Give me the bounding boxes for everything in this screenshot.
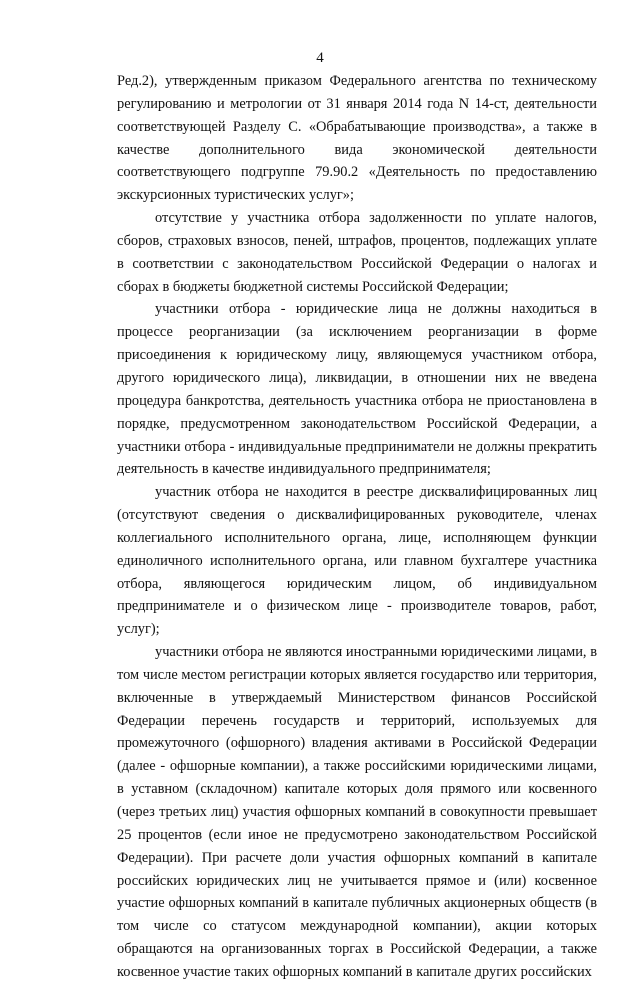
paragraph-1: Ред.2), утвержденным приказом Федерального агентства по техническому регулированию и метрологии от 31 января 2014 года N 14-ст, деятельности соответствующей Разделу С. «Обрабатывающие производства», а также в качестве дополнительного вида экономической деятельности соответствующего подгруппе 79.90.2 «Деятельность по предоставлению экскурсионных туристических услуг»; bbox=[117, 73, 597, 204]
paragraph-4: участник отбора не находится в реестре дисквалифицированных лиц (отсутствуют сведения о дисквалифицированных руководителе, членах коллегиального исполнительного органа, лице, исполняющем функции единоличного исполнительного органа, или главном бухгалтере участника отбора, являющегося юридическим лицом, об индивидуальном предпринимателе и о физическом лице - производителе товаров, работ, услуг); bbox=[117, 484, 597, 638]
document-body bbox=[117, 70, 597, 984]
paragraph-2: отсутствие у участника отбора задолженности по уплате налогов, сборов, страховых взносов, пеней, штрафов, процентов, подлежащих уплате в соответствии с законодательством Российской Федерации о налогах и сборах в бюджеты бюджетной системы Российской Федерации; bbox=[117, 210, 597, 295]
paragraph-3: участники отбора - юридические лица не должны находиться в процессе реорганизации (за исключением реорганизации в форме присоединения к юридическому лицу, являющемуся участником отбора, другого юридического лица), ликвидации, в отношении них не введена процедура банкротства, деятельность участника отбора не приостановлена в порядке, предусмотренном законодательством Российской Федерации, а участники отбора - индивидуальные предприниматели не должны прекратить деятельность в качестве индивидуального предпринимателя; bbox=[117, 301, 597, 478]
paragraph-5: участники отбора не являются иностранными юридическими лицами, в том числе местом регистрации которых является государство или территория, включенные в утверждаемый Министерством финансов Российской Федерации перечень государств и территорий, используемых для промежуточного (офшорного) владения активами в Российской Федерации (далее - офшорные компании), а также российскими юридическими лицами, в уставном (складочном) капитале которых доля прямого или косвенного (через третьих лиц) участия офшорных компаний в совокупности превышает 25 процентов (если иное не предусмотрено законодательством Российской Федерации). При расчете доли участия офшорных компаний в капитале российских юридических лиц не учитывается прямое и (или) косвенное участие офшорных компаний в капитале публичных акционерных обществ (в том числе со статусом международной компании), акции которых обращаются на организованных торгах в Российской Федерации, а также косвенное участие таких офшорных компаний в капитале других российских bbox=[117, 644, 597, 980]
page-number: 4 bbox=[316, 50, 324, 66]
